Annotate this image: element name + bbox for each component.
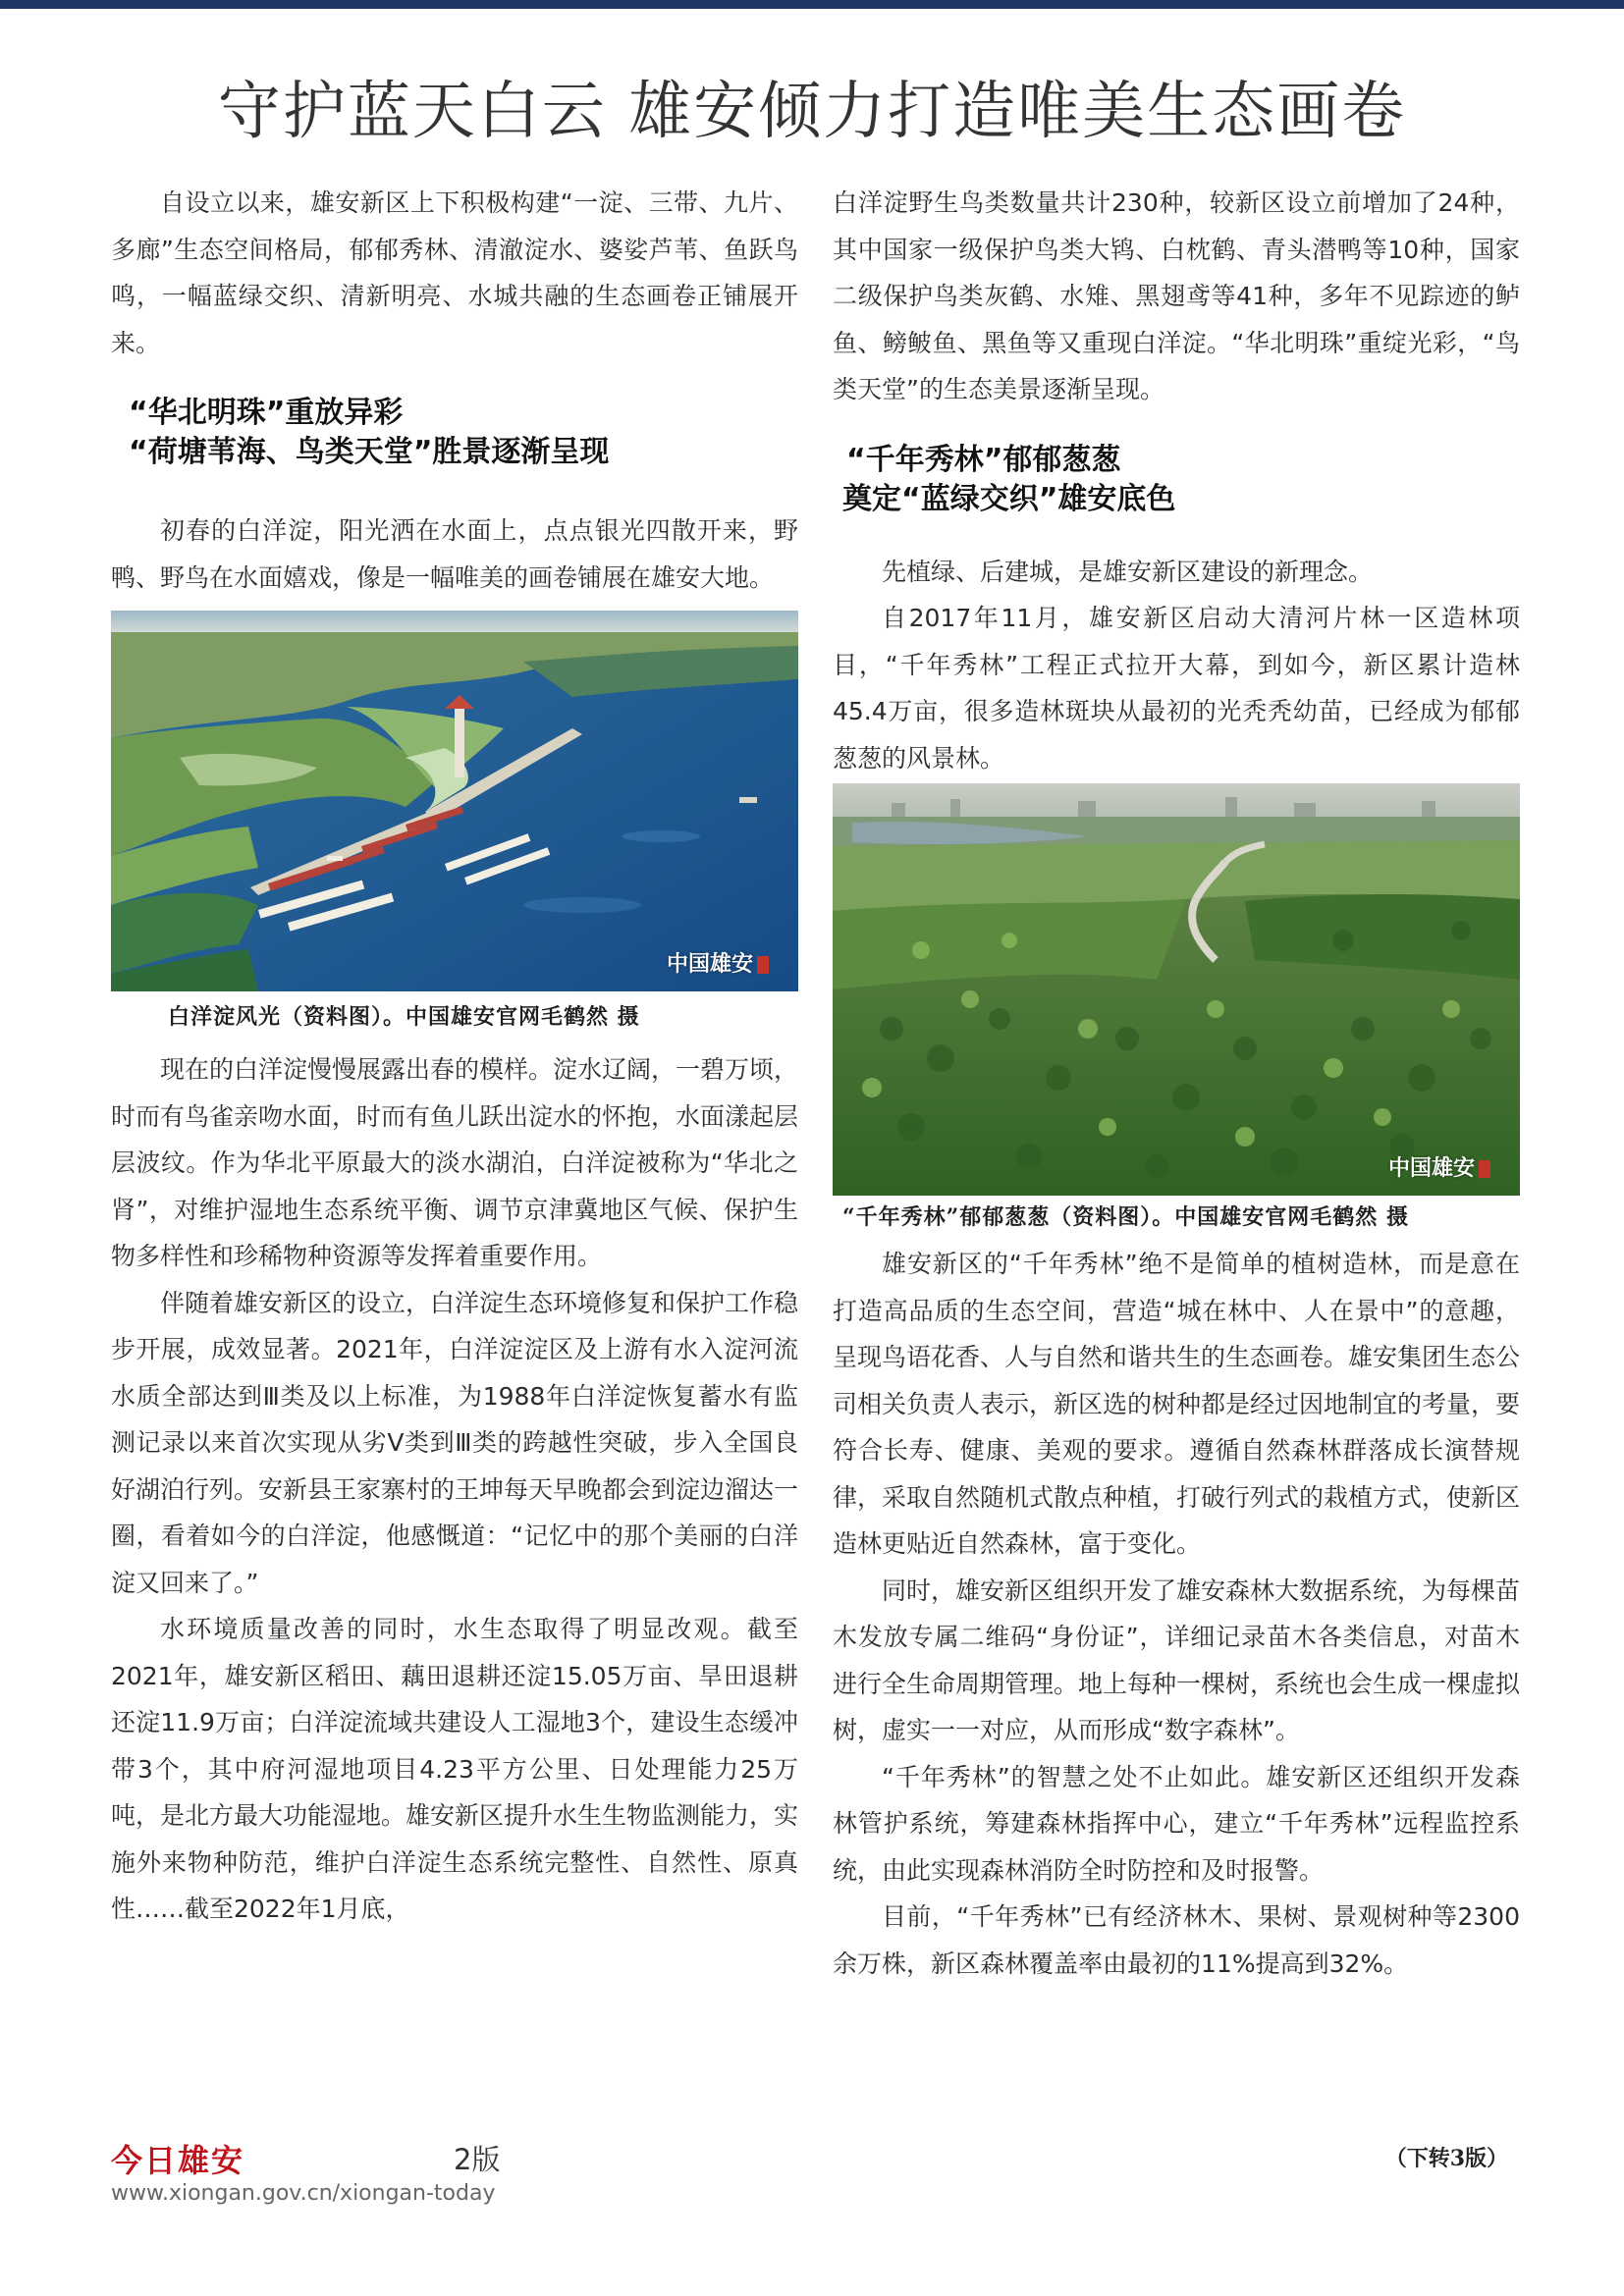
paragraph: 初春的白洋淀，阳光洒在水面上，点点银光四散开来，野鸭、野鸟在水面嬉戏，像是一幅唯美的画卷铺展在雄安大地。 bbox=[111, 516, 798, 592]
left-column bbox=[111, 180, 798, 1933]
right-column bbox=[833, 180, 1520, 1987]
paragraph: 水环境质量改善的同时，水生态取得了明显改观。截至2021年，雄安新区稻田、藕田退耕还淀15.05万亩、旱田退耕还淀11.9万亩；白洋淀流域共建设人工湿地3个，建设生态缓冲带3个，其中府河湿地项目4.23平方公里、日处理能力25万吨，是北方最大功能湿地。雄安新区提升水生生物监测能力，实施外来物种防范，维护白洋淀生态系统完整性、自然性、原真性……截至2022年1月底， bbox=[111, 1615, 799, 1923]
website-url[interactable]: www.xiongan.gov.cn/xiongan-today bbox=[111, 2181, 496, 2206]
photo-caption: 白洋淀风光（资料图）。中国雄安官网毛鹤然 摄 bbox=[168, 1004, 640, 1030]
seal-icon bbox=[757, 956, 769, 974]
baiyangdian-photo bbox=[111, 611, 798, 991]
lake-scenery-image bbox=[111, 611, 798, 991]
intro-paragraph: 自设立以来，雄安新区上下积极构建“一淀、三带、九片、多廊”生态空间格局，郁郁秀林、清澈淀水、婆娑芦苇、鱼跃鸟鸣，一幅蓝绿交织、清新明亮、水城共融的生态画卷正铺展开来。 bbox=[111, 188, 798, 357]
continued-note: （下转3版） bbox=[1384, 2146, 1508, 2171]
forest-aerial-image bbox=[833, 783, 1520, 1196]
photo-watermark: 中国雄安 bbox=[667, 947, 769, 978]
top-color-bar bbox=[0, 0, 1624, 9]
paragraph: 先植绿、后建城，是雄安新区建设的新理念。 bbox=[882, 557, 1374, 586]
paragraph: 现在的白洋淀慢慢展露出春的模样。淀水辽阔，一碧万顷，时而有鸟雀亲吻水面，时而有鱼儿跃出淀水的怀抱，水面漾起层层波纹。作为华北平原最大的淡水湖泊，白洋淀被称为“华北之肾”，对维护湿地生态系统平衡、调节京津冀地区气候、保护生物多样性和珍稀物种资源等发挥着重要作用。 bbox=[111, 1055, 799, 1270]
section-heading-2a: “千年秀林”郁郁葱葱 bbox=[846, 442, 1121, 477]
headline: 守护蓝天白云 雄安倾力打造唯美生态画卷 bbox=[217, 76, 1407, 148]
continued-paragraph: 白洋淀野生鸟类数量共计230种，较新区设立前增加了24种，其中国家一级保护鸟类大鸨、白枕鹤、青头潜鸭等10种，国家二级保护鸟类灰鹤、水雉、黑翅鸢等41种，多年不见踪迹的鲈鱼、鳑鲏鱼、黑鱼等又重现白洋淀。“华北明珠”重绽光彩，“鸟类天堂”的生态美景逐渐呈现。 bbox=[833, 188, 1520, 403]
section-heading-2b: 奠定“蓝绿交织”雄安底色 bbox=[842, 481, 1176, 516]
paragraph: 目前，“千年秀林”已有经济林木、果树、景观树种等2300余万株，新区森林覆盖率由最初的11%提高到32%。 bbox=[833, 1902, 1520, 1978]
paragraph: 雄安新区的“千年秀林”绝不是简单的植树造林，而是意在打造高品质的生态空间，营造“城在林中、人在景中”的意趣，呈现鸟语花香、人与自然和谐共生的生态画卷。雄安集团生态公司相关负责人表示，新区选的树种都是经过因地制宜的考量，要符合长寿、健康、美观的要求。遵循自然森林群落成长演替规律，采取自然随机式散点种植，打破行列式的栽植方式，使新区造林更贴近自然森林，富于变化。 bbox=[833, 1250, 1521, 1558]
paragraph: 同时，雄安新区组织开发了雄安森林大数据系统，为每棵苗木发放专属二维码“身份证”，详细记录苗木各类信息，对苗木进行全生命周期管理。地上每种一棵树，系统也会生成一棵虚拟树，虚实一一对应，从而形成“数字森林”。 bbox=[833, 1575, 1521, 1744]
paragraph: 自2017年11月，雄安新区启动大清河片林一区造林项目，“千年秀林”工程正式拉开大幕，到如今，新区累计造林45.4万亩，很多造林斑块从最初的光秃秃幼苗，已经成为郁郁葱葱的风景林。 bbox=[833, 604, 1520, 773]
paragraph: “千年秀林”的智慧之处不止如此。雄安新区还组织开发森林管护系统，筹建森林指挥中心，建立“千年秀林”远程监控系统，由此实现森林消防全时防控和及时报警。 bbox=[833, 1762, 1520, 1885]
publication-logo: 今日雄安 bbox=[111, 2142, 245, 2179]
page-number: 2版 bbox=[454, 2143, 501, 2176]
photo-watermark: 中国雄安 bbox=[1388, 1151, 1490, 1182]
section-heading-1a: “华北明珠”重放异彩 bbox=[129, 396, 404, 430]
seal-icon bbox=[1479, 1160, 1490, 1178]
section-heading-1b: “荷塘苇海、鸟类天堂”胜景逐渐呈现 bbox=[129, 435, 610, 469]
photo-caption: “千年秀林”郁郁葱葱（资料图）。中国雄安官网毛鹤然 摄 bbox=[842, 1204, 1409, 1230]
paragraph: 伴随着雄安新区的设立，白洋淀生态环境修复和保护工作稳步开展，成效显著。2021年，白洋淀淀区及上游有水入淀河流水质全部达到Ⅲ类及以上标准，为1988年白洋淀恢复蓄水有监测记录以来首次实现从劣Ⅴ类到Ⅲ类的跨越性突破，步入全国良好湖泊行列。安新县王家寨村的王坤每天早晚都会到淀边溜达一圈，看着如今的白洋淀，他感慨道：“记忆中的那个美丽的白洋淀又回来了。” bbox=[111, 1288, 799, 1597]
forest-photo bbox=[833, 783, 1520, 1196]
